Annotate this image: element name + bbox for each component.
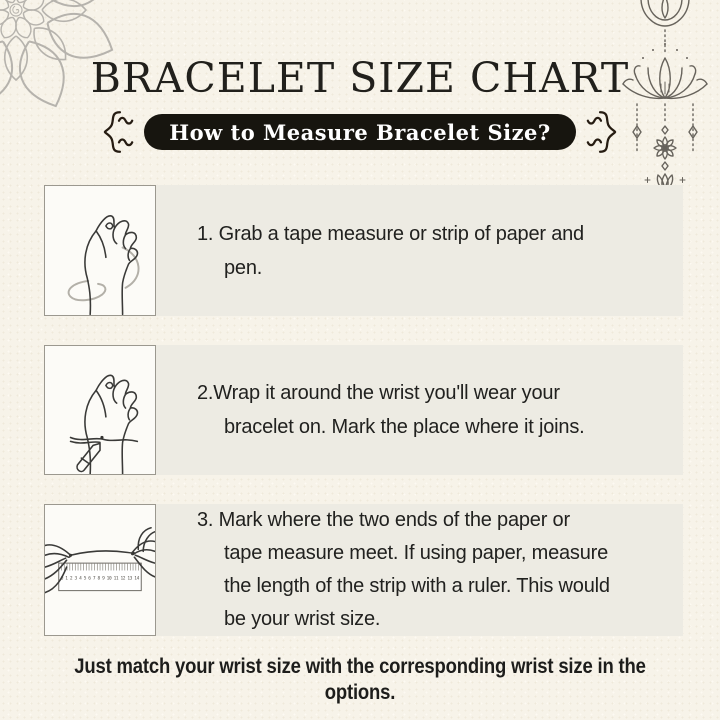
subtitle-badge: How to Measure Bracelet Size? <box>144 114 575 150</box>
step-2-row <box>44 345 683 475</box>
fist-with-measuring-loop-icon <box>45 186 155 315</box>
step-1-line-2: pen. <box>224 256 263 279</box>
step-1-illustration <box>44 185 156 316</box>
step-2-text <box>197 345 584 475</box>
step-1-row <box>44 185 683 316</box>
step-3-line-1: 3. Mark where the two ends of the paper or <box>197 509 570 531</box>
instruction-steps <box>44 185 683 665</box>
fist-with-string-and-marker-icon <box>45 346 155 474</box>
step-3-line-2: tape measure meet. If using paper, measure <box>224 542 609 564</box>
step-3-line-3: the length of the strip with a ruler. This would <box>224 575 610 597</box>
footer-note-row <box>0 654 720 706</box>
mandala-flower-icon <box>0 0 146 140</box>
step-3-row <box>44 504 683 636</box>
step-1-line-1: 1. Grab a tape measure or strip of paper and <box>197 222 584 245</box>
step-3-illustration <box>44 504 156 636</box>
hands-holding-strip-over-ruler-icon <box>45 505 155 635</box>
footer-note: Just match your wrist size with the corresponding wrist size in the options. <box>74 655 646 704</box>
step-1-text <box>197 185 584 316</box>
page-title: BRACELET SIZE CHART <box>90 54 630 102</box>
step-3-text <box>197 504 610 636</box>
right-flourish-icon <box>585 109 617 155</box>
ruler-numbers: 0 1 2 3 4 5 6 7 8 9 10 11 12 13 14 <box>60 576 140 582</box>
step-3-line-4: be your wrist size. <box>224 608 381 630</box>
step-2-illustration <box>44 345 156 475</box>
step-2-line-2: bracelet on. Mark the place where it joins. <box>224 416 585 438</box>
lotus-pendant-icon <box>615 0 715 211</box>
step-2-line-1: 2.Wrap it around the wrist you'll wear your <box>197 382 560 404</box>
